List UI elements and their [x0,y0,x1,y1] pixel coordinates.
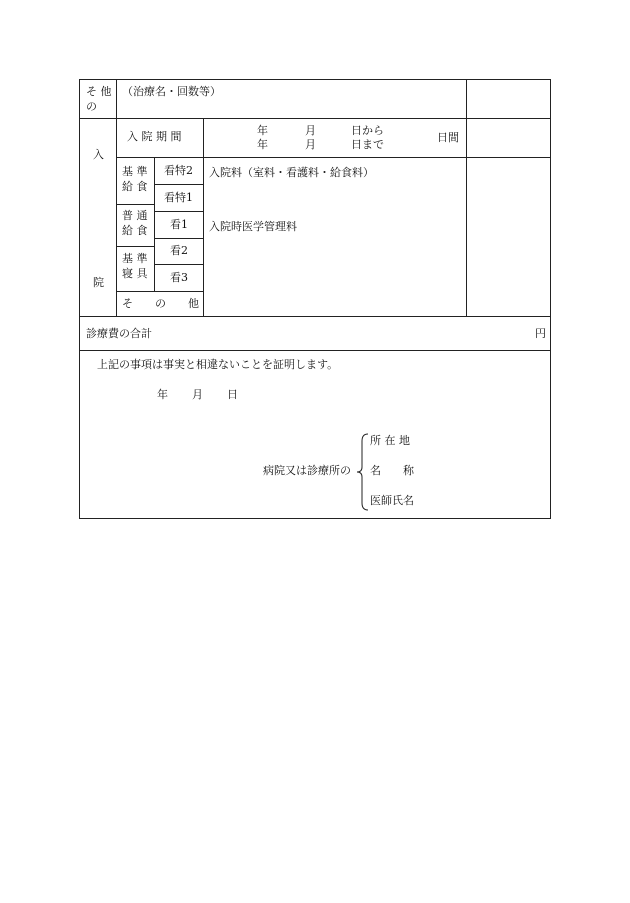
divider [116,204,154,205]
sonota-label: そ の 他 [122,297,199,310]
kan-toku1: 看特1 [164,191,193,204]
divider [80,118,550,119]
period-month-1: 月 [305,124,316,137]
kijun-kyushoku-1: 基 準 [122,165,148,178]
nyuin-vertical-top: 入 [93,148,104,161]
certificate-statement: 上記の事項は事実と相違ないことを証明します。 [97,358,339,371]
field-name: 名 称 [370,464,414,477]
divider [154,211,203,212]
other-label-2: の [86,100,97,113]
kijun-shingu-1: 基 準 [122,252,148,265]
other-content: （治療名・回数等） [122,85,221,98]
field-address: 所 在 地 [370,434,410,447]
divider [203,118,204,316]
total-label: 診療費の合計 [86,327,152,340]
period-month-2: 月 [305,138,316,151]
divider [154,238,203,239]
kan-3: 看3 [170,271,188,284]
period-year-2: 年 [257,138,268,151]
divider [154,157,155,291]
period-day-1: 日から [351,124,384,137]
divider [80,350,550,351]
date-day: 日 [227,388,238,401]
divider [466,80,467,316]
futsu-kyushoku-1: 普 通 [122,209,148,222]
period-days: 日間 [437,131,459,144]
period-label: 入 院 期 間 [127,130,182,143]
period-year-1: 年 [257,124,268,137]
divider [80,316,550,317]
fee-room: 入院料（室料・看護料・給食料） [209,166,374,179]
divider [154,264,203,265]
period-day-2: 日まで [351,138,384,151]
kijun-kyushoku-2: 給 食 [122,180,148,193]
kan-2: 看2 [170,244,188,257]
kijun-shingu-2: 寝 具 [122,267,148,280]
certificate-form [79,79,551,519]
divider [154,184,203,185]
hospital-label: 病院又は診療所の [263,464,351,477]
futsu-kyushoku-2: 給 食 [122,224,148,237]
nyuin-vertical-bottom: 院 [93,276,104,289]
field-doctor: 医師氏名 [370,494,414,507]
brace-icon [356,433,370,511]
kan-toku2: 看特2 [164,164,193,177]
total-unit: 円 [535,327,546,340]
date-year: 年 [157,388,168,401]
date-month: 月 [192,388,203,401]
kan-1: 看1 [170,218,188,231]
divider [116,80,117,316]
fee-management: 入院時医学管理料 [209,220,297,233]
divider [116,291,203,292]
divider [116,157,550,158]
other-label: そ 他 [86,85,112,98]
divider [116,246,154,247]
